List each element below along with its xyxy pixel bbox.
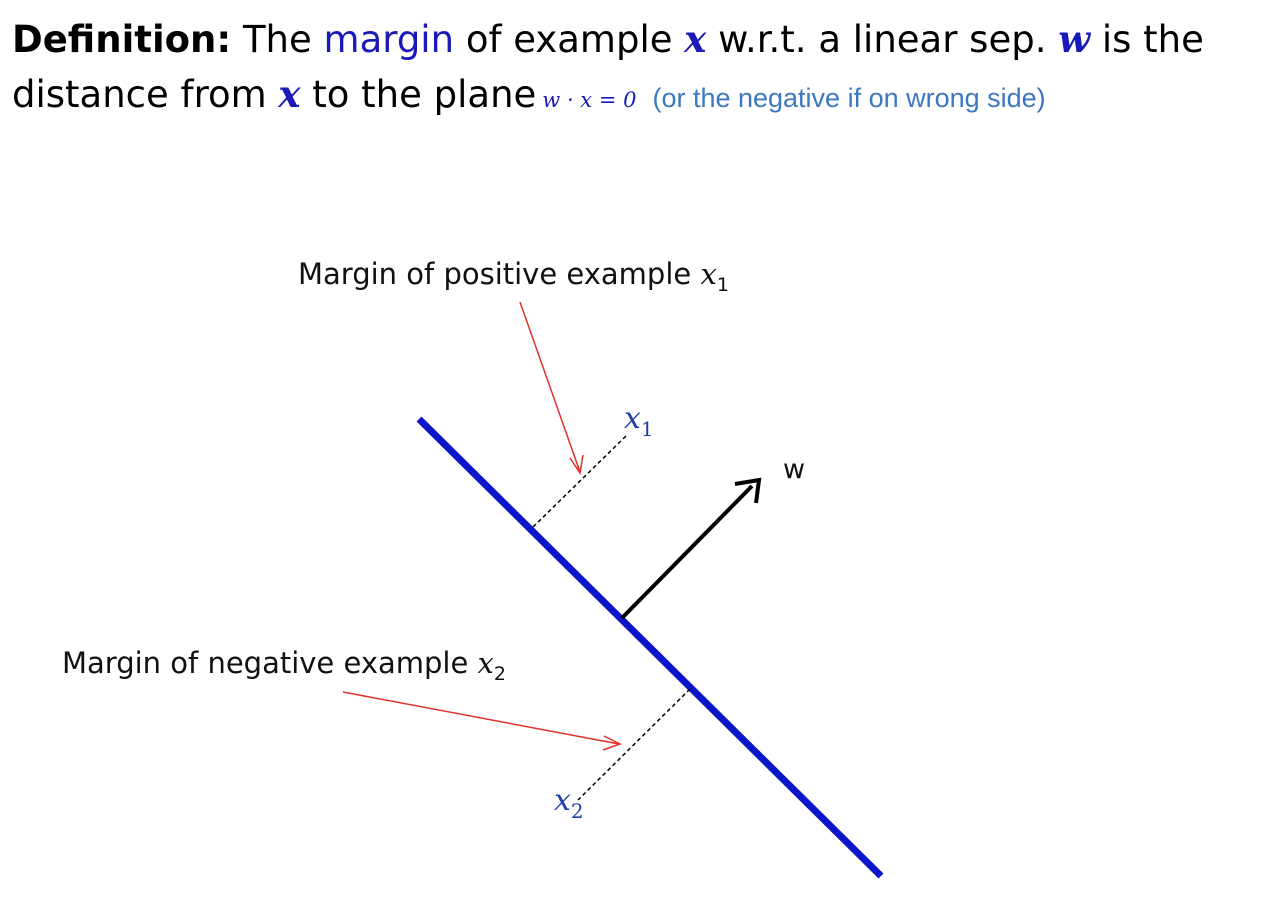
definition-text-to-the-plane: to the plane bbox=[312, 73, 537, 116]
x1-margin-dashed-line bbox=[533, 436, 626, 527]
w-label: w bbox=[783, 454, 806, 485]
x2-margin-dashed-line bbox=[578, 689, 690, 800]
positive-margin-label: Margin of positive example $x_1$ bbox=[298, 257, 729, 296]
wrong-side-note: (or the negative if on wrong side) bbox=[652, 83, 1046, 113]
definition-text-wrt: w.r.t. a linear sep. bbox=[718, 18, 1047, 61]
margin-term: margin bbox=[323, 18, 455, 61]
var-x-2: x bbox=[278, 72, 301, 116]
var-x: x bbox=[684, 17, 707, 61]
w-vector-arrow bbox=[622, 486, 752, 618]
negative-margin-label: Margin of negative example $x_2$ bbox=[62, 646, 506, 685]
definition-text-the: The bbox=[242, 18, 312, 61]
definition-text-distance-from: distance from bbox=[12, 73, 267, 116]
definition-text-of-example: of example bbox=[465, 18, 673, 61]
var-w: w bbox=[1058, 17, 1091, 61]
positive-pointer-arrow bbox=[520, 302, 580, 472]
negative-pointer-arrow bbox=[343, 692, 619, 744]
definition-text-is-the: is the bbox=[1101, 18, 1204, 61]
x1-label: $x_1$ bbox=[624, 401, 654, 441]
x2-label: $x_2$ bbox=[554, 783, 584, 823]
definition-label: Definition: bbox=[12, 18, 232, 61]
plane-equation: w · x = 0 bbox=[542, 88, 637, 112]
